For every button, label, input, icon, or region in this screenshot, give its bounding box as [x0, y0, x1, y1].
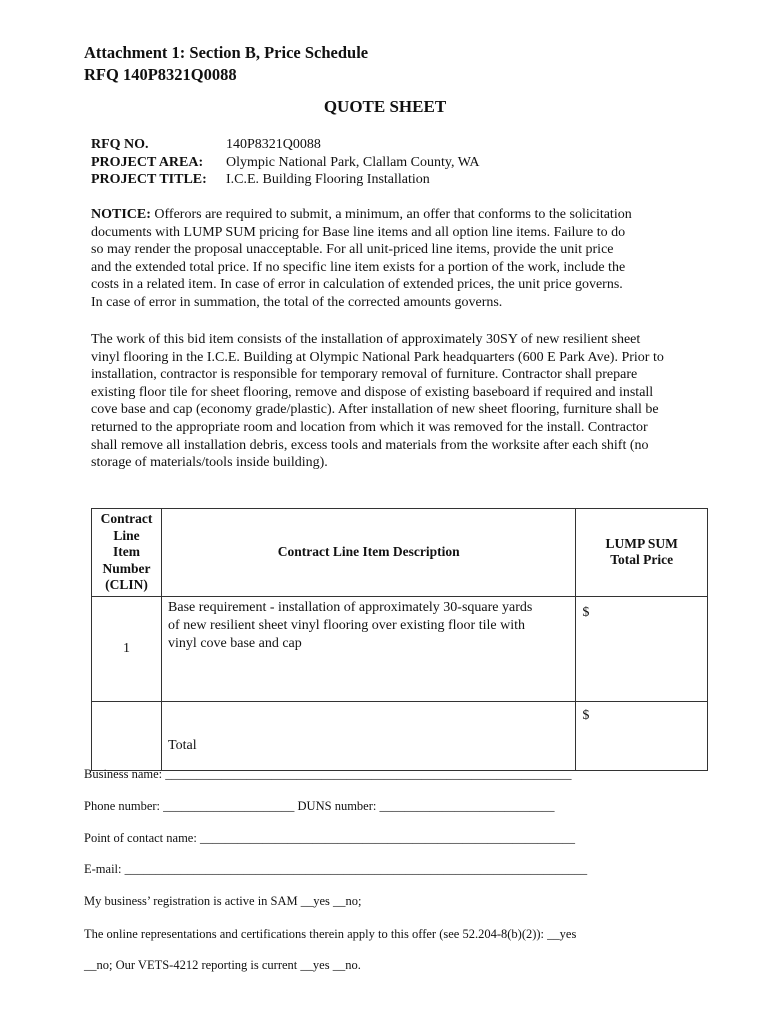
total-label-cell: Total [162, 701, 576, 770]
table-header-row [92, 509, 708, 597]
notice-text: Offerors are required to submit, a minimum, an offer that conforms to the solicitation documents with LUMP SUM pricing for Base line items and all option line items. Failure to do so may render the proposal unacceptable. For all unit-priced line items, provide the unit price and the extended total price. If no specific line item exists for a portion of the work, include the costs in a related item. In case of error in calculation of extended prices, the unit price governs. In case of error in summation, the total of the corrected amounts governs. [91, 207, 632, 310]
email-field[interactable]: E-mail: __________________________________________________________________________ [84, 862, 588, 876]
reps-certs-line-2[interactable]: __no; Our VETS-4212 reporting is current __yes __no. [84, 958, 361, 972]
project-area-value: Olympic National Park, Clallam County, WA [226, 154, 480, 170]
project-title-value: I.C.E. Building Flooring Installation [226, 172, 430, 187]
description-cell: Base requirement - installation of approximately 30-square yards of new resilient sheet vinyl flooring over existing floor tile with vinyl cove base and cap [162, 596, 576, 701]
business-name-field[interactable]: Business name: _________________________________________________________________ [84, 767, 572, 781]
point-of-contact-field[interactable]: Point of contact name: ____________________________________________________________ [84, 831, 575, 845]
rfq-no-row [91, 136, 480, 154]
attachment-heading: Attachment 1: Section B, Price Schedule [84, 43, 369, 62]
rfq-no-value: 140P8321Q0088 [226, 137, 321, 152]
clin-header: Contract Line Item Number (CLIN) [92, 509, 162, 597]
quote-table [91, 508, 708, 771]
rfq-heading: RFQ 140P8321Q0088 [84, 65, 237, 84]
phone-duns-field[interactable]: Phone number: _____________________ DUNS number: ____________________________ [84, 799, 555, 813]
reps-certs-line-1[interactable]: The online representations and certifications therein apply to this offer (see 52.204-8(b)(2)): __yes [84, 927, 577, 941]
table-row [92, 596, 708, 701]
project-info [91, 136, 480, 189]
table-row-total [92, 701, 708, 770]
clin-cell-empty [92, 701, 162, 770]
project-title-row [91, 171, 480, 189]
sam-registration-line[interactable]: My business’ registration is active in SAM __yes __no; [84, 894, 362, 908]
project-area-label: PROJECT AREA: [91, 154, 204, 170]
project-area-row [91, 154, 480, 172]
notice-label: NOTICE: [91, 207, 151, 222]
project-title-label: PROJECT TITLE: [91, 172, 207, 187]
page-title: QUOTE SHEET [323, 97, 447, 116]
clin-cell: 1 [92, 596, 162, 701]
work-description: The work of this bid item consists of the installation of approximately 30SY of new resilient sheet vinyl flooring in the I.C.E. Building at Olympic National Park headquarters (600 E Park Ave). Prior to installation, contractor is responsible for temporary removal of furniture. Contractor shall prepare existing floor tile for sheet flooring, remove and dispose of existing baseboard if required and install cove base and cap (economy grade/plastic). After installation of new sheet flooring, furniture shall be returned to the appropriate room and location from which it was removed for the install. Contractor shall remove all installation debris, excess tools and materials from the worksite after each shift (no storage of materials/tools inside building). [91, 332, 664, 471]
rfq-no-label: RFQ NO. [91, 137, 149, 152]
price-header: LUMP SUM Total Price [576, 509, 708, 597]
notice-paragraph [91, 206, 721, 312]
total-price-input-cell[interactable]: $ [576, 701, 708, 770]
price-input-cell[interactable]: $ [576, 596, 708, 701]
description-header: Contract Line Item Description [162, 509, 576, 597]
